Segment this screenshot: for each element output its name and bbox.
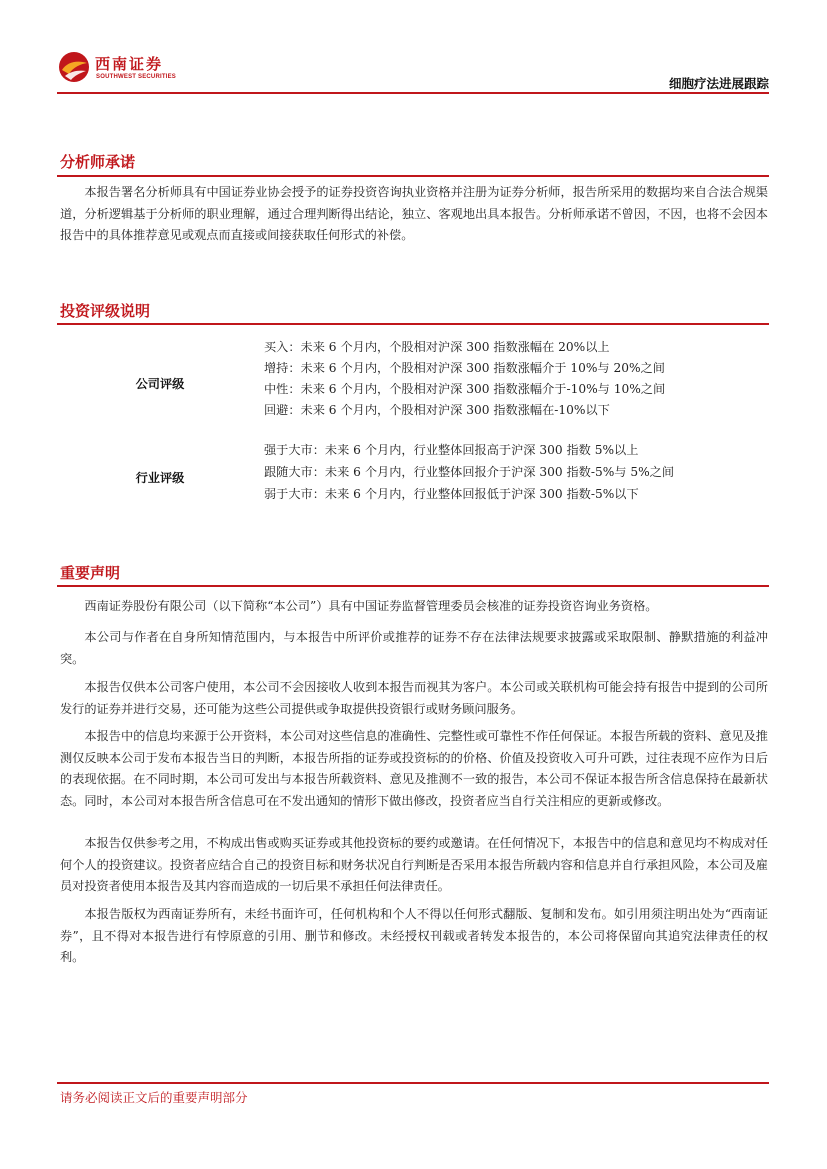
company-rating-label: 公司评级 bbox=[135, 377, 185, 391]
disclaimer-paragraph: 本公司与作者在自身所知情范围内，与本报告中所评价或推荐的证券不存在法律法规要求披露或采取限制、静默措施的利益冲突。 bbox=[60, 630, 768, 666]
rating-line: 买入：未来 6 个月内，个股相对沪深 300 指数涨幅在 20%以上 bbox=[264, 340, 610, 354]
logo-name-en: SOUTHWEST SECURITIES bbox=[96, 74, 177, 80]
logo-name-cn: 西南证券 bbox=[95, 55, 164, 73]
header-divider bbox=[57, 92, 769, 94]
analyst-commitment-text: 本报告署名分析师具有中国证券业协会授予的证券投资咨询执业资格并注册为证券分析师，报告所采用的数据均来自合法合规渠道，分析逻辑基于分析师的职业理解，通过合理判断得出结论，独立、客观地出具本报告。分析师承诺不曾因，不因，也将不会因本报告中的具体推荐意见或观点而直接或间接获取任何形式的补偿。 bbox=[60, 185, 768, 242]
rating-line: 增持：未来 6 个月内，个股相对沪深 300 指数涨幅介于 10%与 20%之间 bbox=[264, 361, 665, 375]
rating-line: 弱于大市：未来 6 个月内，行业整体回报低于沪深 300 指数-5%以下 bbox=[264, 487, 639, 501]
rating-line: 中性：未来 6 个月内，个股相对沪深 300 指数涨幅介于-10%与 10%之间 bbox=[264, 382, 666, 396]
footer-divider bbox=[57, 1082, 769, 1084]
rating-section-title: 投资评级说明 bbox=[60, 302, 151, 320]
disclaimer-paragraph: 本报告仅供本公司客户使用，本公司不会因接收人收到本报告而视其为客户。本公司或关联机构可能会持有报告中提到的公司所发行的证券并进行交易，还可能为这些公司提供或争取提供投资银行或财务顾问服务。 bbox=[60, 680, 768, 716]
report-title: 细胞疗法进展跟踪 bbox=[668, 76, 769, 91]
rating-line: 回避：未来 6 个月内，个股相对沪深 300 指数涨幅在-10%以下 bbox=[264, 403, 610, 417]
company-logo bbox=[57, 50, 177, 86]
page-header bbox=[57, 44, 769, 92]
disclaimer-paragraph: 本报告中的信息均来源于公开资料，本公司对这些信息的准确性、完整性或可靠性不作任何保证。本报告所载的资料、意见及推测仅反映本公司于发布本报告当日的判断，本报告所指的证券或投资标的的价格、价值及投资收入可升可跌，过往表现不应作为日后的表现依据。在不同时期，本公司可发出与本报告所载资料、意见及推测不一致的报告，本公司不保证本报告所含信息保持在最新状态。同时，本公司对本报告所含信息可在不发出通知的情形下做出修改，投资者应当自行关注相应的更新或修改。 bbox=[60, 729, 768, 808]
disclaimer-paragraph: 本报告仅供参考之用，不构成出售或购买证券或其他投资标的要约或邀请。在任何情况下，本报告中的信息和意见均不构成对任何个人的投资建议。投资者应结合自己的投资目标和财务状况自行判断是否采用本报告所载内容和信息并自行承担风险，本公司及雇员对投资者使用本报告及其内容而造成的一切后果不承担任何法律责任。 bbox=[60, 836, 768, 893]
disclaimer-section-title: 重要声明 bbox=[60, 564, 121, 582]
rating-line: 跟随大市：未来 6 个月内，行业整体回报介于沪深 300 指数-5%与 5%之间 bbox=[264, 465, 675, 479]
industry-rating-label: 行业评级 bbox=[135, 471, 185, 485]
disclaimer-paragraph: 西南证券股份有限公司（以下简称“本公司”）具有中国证券监督管理委员会核准的证券投资咨询业务资格。 bbox=[84, 599, 658, 613]
rating-line: 强于大市：未来 6 个月内，行业整体回报高于沪深 300 指数 5%以上 bbox=[264, 443, 639, 457]
footer-notice: 请务必阅读正文后的重要声明部分 bbox=[60, 1090, 248, 1105]
analyst-commitment-title: 分析师承诺 bbox=[60, 153, 136, 171]
disclaimer-section-divider bbox=[57, 585, 769, 587]
logo-emblem-icon bbox=[57, 50, 91, 84]
disclaimer-paragraph: 本报告版权为西南证券所有，未经书面许可，任何机构和个人不得以任何形式翻版、复制和发布。如引用须注明出处为“西南证券”，且不得对本报告进行有悖原意的引用、删节和修改。未经授权刊载或者转发本报告的，本公司将保留向其追究法律责任的权利。 bbox=[60, 907, 768, 964]
industry-rating-group bbox=[60, 440, 768, 510]
company-rating-group bbox=[60, 337, 768, 427]
rating-section-divider bbox=[57, 323, 769, 325]
analyst-commitment-divider bbox=[57, 175, 769, 177]
